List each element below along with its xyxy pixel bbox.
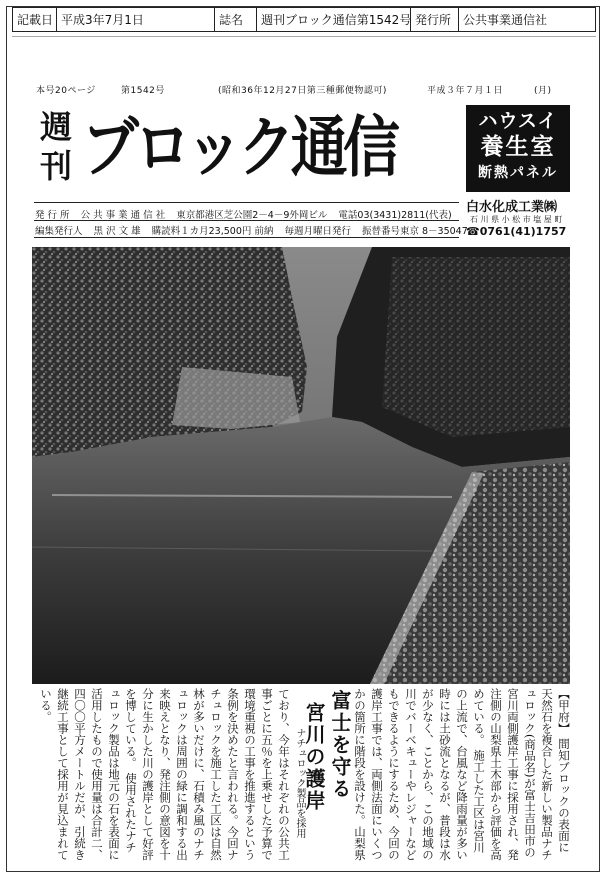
ad-telephone: ☎0761(41)1757 [466, 225, 567, 238]
magazine-label: 誌名 [215, 8, 257, 31]
ad-address: 石 川 県 小 松 市 塩 屋 町 [470, 215, 563, 224]
page-count: 本号20ページ [36, 86, 96, 96]
editor-name: 黒 沢 文 雄 [93, 226, 141, 237]
river-embankment-photo [32, 247, 570, 684]
publisher-label: 発行所 [411, 8, 459, 31]
newspaper-title: ブロック通信 [82, 109, 396, 186]
title-weekly-2: 刊 [39, 147, 72, 185]
postal-permit: (昭和36年12月27日第三種郵便物認可) [218, 86, 387, 96]
pub-name: 公 共 事 業 通 信 社 [80, 210, 166, 221]
article-headline-2: 宮川の護岸 [302, 702, 326, 812]
masthead-rule-bottom [34, 237, 459, 238]
ad-product: 養生室 [480, 134, 556, 160]
article-title-block [292, 688, 352, 864]
article-subhead: ナチュロック製品を採用 [294, 728, 305, 838]
editor-label: 編集発行人 [35, 226, 83, 237]
publisher-value: 公共事業通信社 [463, 13, 548, 27]
masthead-rule-mid [34, 220, 459, 221]
masthead-rule-top [34, 202, 459, 203]
meta-divider [12, 36, 596, 37]
publisher-line-1 [35, 207, 460, 221]
issue-number: 第1542号 [121, 86, 165, 96]
article-body-right: 【甲府】 間知ブロックの表面に天然石を複合した新しい製品ナチュロック(商品名)が富士吉田市の宮川両側護岸工事に採用され、発注側の山梨県土木部から評価を高めている。 施工した工区は宮川の上流で、台風など降雨量が多い時には土砂流となるが、普段は水が少なく、ことから、この地域の川でバーベキューやレジャーなどもできるようにするため、今回の護岸工事では、両側法面にいくつかの箇所に階段を設けた。山梨県 [353, 688, 571, 861]
pub-address: 東京都港区芝公園2－4－9外岡ビル [176, 210, 328, 221]
article-body-left: ており、今年はそれぞれの公共工事ごとに五％を上乗せした予算で環境重視の工事を推進するという条例を決めたと言われる。今回ナチュロックを施工した工区は自然林が多いだけに、石積み風のナチュロックは周囲の緑に調和する出来映えとなり、発注側の意図を十分に生かした川の護岸として好評を博している。 使用されたナチュロック製品は地元の石を表面に活用したもので使用量は合計二、四〇〇平方メートルだが、引続き継続工事として採用が見込まれている。 [39, 688, 291, 861]
subscription-fee: 購読料１カ月23,500円 前納 [151, 226, 274, 237]
title-weekly-1: 週 [39, 108, 72, 146]
pub-label: 発 行 所 [35, 210, 70, 221]
publisher-line-2 [35, 223, 476, 237]
ad-product-sub: 断熱パネル [478, 165, 558, 181]
ad-brand: ハウスイ [478, 110, 558, 132]
publication-day: 毎週月曜日発行 [284, 226, 351, 237]
issue-date: 平成３年７月１日 [427, 86, 504, 96]
pub-phone: 電話03(3431)2811(代表) [338, 210, 452, 221]
ad-company: 白水化成工業㈱ [466, 200, 558, 215]
article [34, 688, 574, 864]
date-label: 記載日 [13, 8, 57, 31]
clipping-meta-table [12, 7, 596, 32]
advertisement-box [466, 105, 570, 192]
magazine-value: 週刊ブロック通信第1542号 [257, 8, 411, 31]
issue-weekday: (月) [534, 86, 552, 96]
transfer-account: 振替番号東京 8－35047 [361, 226, 468, 237]
article-headline-1: 富士を守る [328, 690, 352, 800]
date-value: 平成3年7月1日 [57, 8, 215, 31]
